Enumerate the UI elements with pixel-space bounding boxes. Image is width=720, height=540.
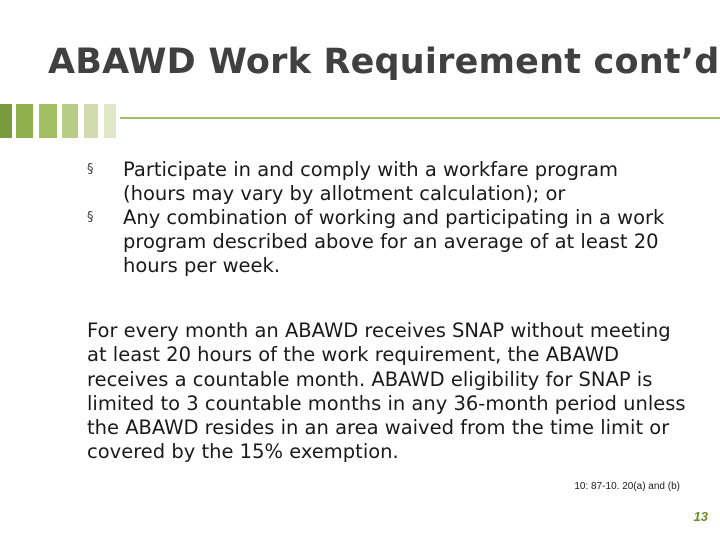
bullet-list <box>86 158 686 278</box>
accent-square <box>39 104 57 138</box>
title-divider <box>120 117 720 119</box>
slide-title: ABAWD Work Requirement cont’d <box>48 42 720 82</box>
bullet-text: Participate in and comply with a workfare program (hours may vary by allotment calculation); or <box>123 158 619 205</box>
accent-square <box>0 104 12 138</box>
accent-square <box>16 104 33 138</box>
accent-square <box>104 104 116 138</box>
citation: 10: 87-10. 20(a) and (b) <box>574 481 680 492</box>
accent-square <box>84 104 98 138</box>
square-bullet-icon: § <box>87 210 94 225</box>
body-paragraph: For every month an ABAWD receives SNAP without meeting at least 20 hours of the work requirement, the ABAWD receives a countable month. ABAWD eligibility for SNAP is limited to 3 countable months in any 36-month period unless the ABAWD resides in an area waived from the time limit or covered by the 15% exemption. <box>87 319 686 464</box>
bullet-text: Any combination of working and participating in a work program described above for an average of at least 20 hours per week. <box>123 206 665 277</box>
accent-square <box>62 104 78 138</box>
list-item <box>86 206 686 278</box>
square-bullet-icon: § <box>87 162 94 177</box>
page-number: 13 <box>693 509 708 524</box>
list-item <box>86 158 686 206</box>
